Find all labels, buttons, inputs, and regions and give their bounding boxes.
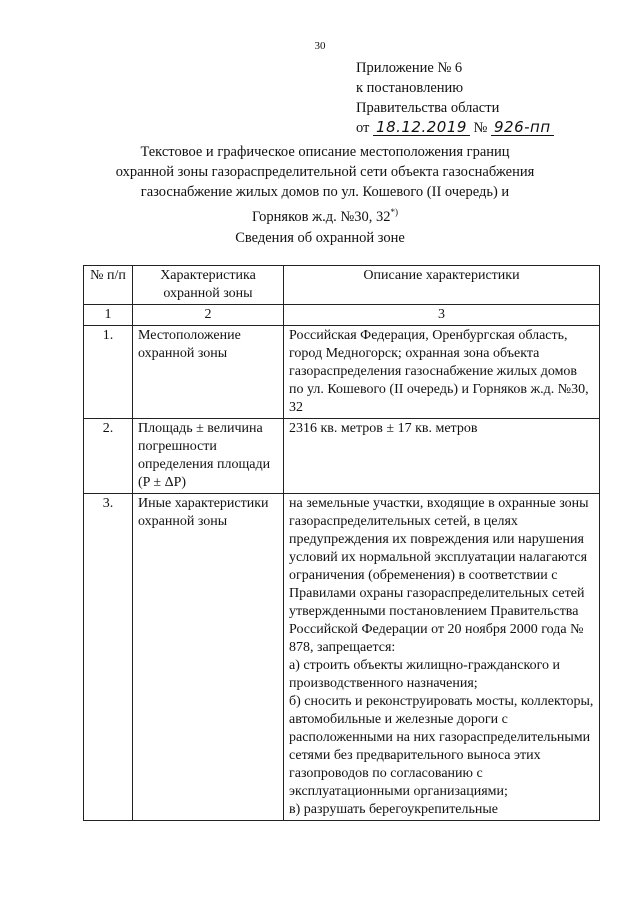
title-line-4-text: Горняков ж.д. №30, 32 bbox=[252, 208, 391, 225]
page-number: 30 bbox=[314, 40, 326, 52]
table-row bbox=[84, 494, 600, 821]
table-header-row bbox=[84, 266, 600, 305]
appendix-line-3: Правительства области bbox=[356, 100, 500, 116]
appendix-block bbox=[356, 58, 554, 138]
table-index-row bbox=[84, 305, 600, 326]
title-line-1: Текстовое и графическое описание местоположения границ bbox=[140, 144, 510, 160]
index-cell: 3 bbox=[284, 305, 600, 326]
row-characteristic: Иные характеристики охранной зоны bbox=[133, 494, 284, 821]
restriction-item-c: в) разрушать берегоукрепительные bbox=[289, 802, 499, 817]
handwritten-date: 18.12.2019 bbox=[373, 119, 470, 136]
appendix-line-1: Приложение № 6 bbox=[356, 60, 463, 76]
header-description: Описание характеристики bbox=[284, 266, 600, 305]
footnote-mark: *) bbox=[390, 207, 398, 217]
restriction-item-a: а) строить объекты жилищно-гражданского и производственного назначения; bbox=[289, 658, 560, 691]
row-number: 3. bbox=[84, 494, 133, 821]
row-description: Российская Федерация, Оренбургская область, город Медногорск; охранная зона объекта газораспределения газоснабжение жилых домов по ул. Кошевого (II очередь) и Горняков ж.д. №30, 32 bbox=[284, 326, 600, 419]
index-cell: 1 bbox=[84, 305, 133, 326]
appendix-line-2: к постановлению bbox=[356, 80, 464, 96]
header-characteristic: Характеристика охранной зоны bbox=[133, 266, 284, 305]
restriction-intro: на земельные участки, входящие в охранные зоны газораспределительных сетей, в целях предупреждения их повреждения или нарушения условий их нормальной эксплуатации налагаются ограничения (обременения) в соответствии с Правилами охраны газораспределительных сетей утвержденными постановлением Правительства Российской Федерации от 20 ноября 2000 года № 878, запрещается: bbox=[289, 496, 589, 655]
index-cell: 2 bbox=[133, 305, 284, 326]
row-number: 2. bbox=[84, 419, 133, 494]
row-characteristic: Площадь ± величина погрешности определения площади (P ± ΔP) bbox=[133, 419, 284, 494]
number-sign: № bbox=[473, 120, 488, 136]
row-description bbox=[284, 494, 600, 821]
title-line-2: охранной зоны газораспределительной сети объекта газоснабжения bbox=[115, 164, 535, 180]
section-title: Сведения об охранной зоне bbox=[235, 230, 405, 246]
document-title bbox=[110, 142, 540, 227]
handwritten-number: 926-пп bbox=[491, 119, 554, 136]
row-number: 1. bbox=[84, 326, 133, 419]
restriction-item-b: б) сносить и реконструировать мосты, коллекторы, автомобильные и железные дороги с расположенными на них газораспределительными сетями без предварительного выноса этих газопроводов по согласованию с эксплуатационными организациями; bbox=[289, 694, 594, 799]
table-row bbox=[84, 419, 600, 494]
row-characteristic: Местоположение охранной зоны bbox=[133, 326, 284, 419]
table-row bbox=[84, 326, 600, 419]
appendix-line-4 bbox=[356, 118, 554, 138]
from-prefix: от bbox=[356, 120, 370, 136]
title-line-3: газоснабжение жилых домов по ул. Кошевого (II очередь) и bbox=[140, 184, 510, 200]
zone-info-table bbox=[83, 265, 600, 821]
header-number: № п/п bbox=[84, 266, 133, 305]
title-line-4 bbox=[110, 202, 540, 227]
row-description: 2316 кв. метров ± 17 кв. метров bbox=[284, 419, 600, 494]
